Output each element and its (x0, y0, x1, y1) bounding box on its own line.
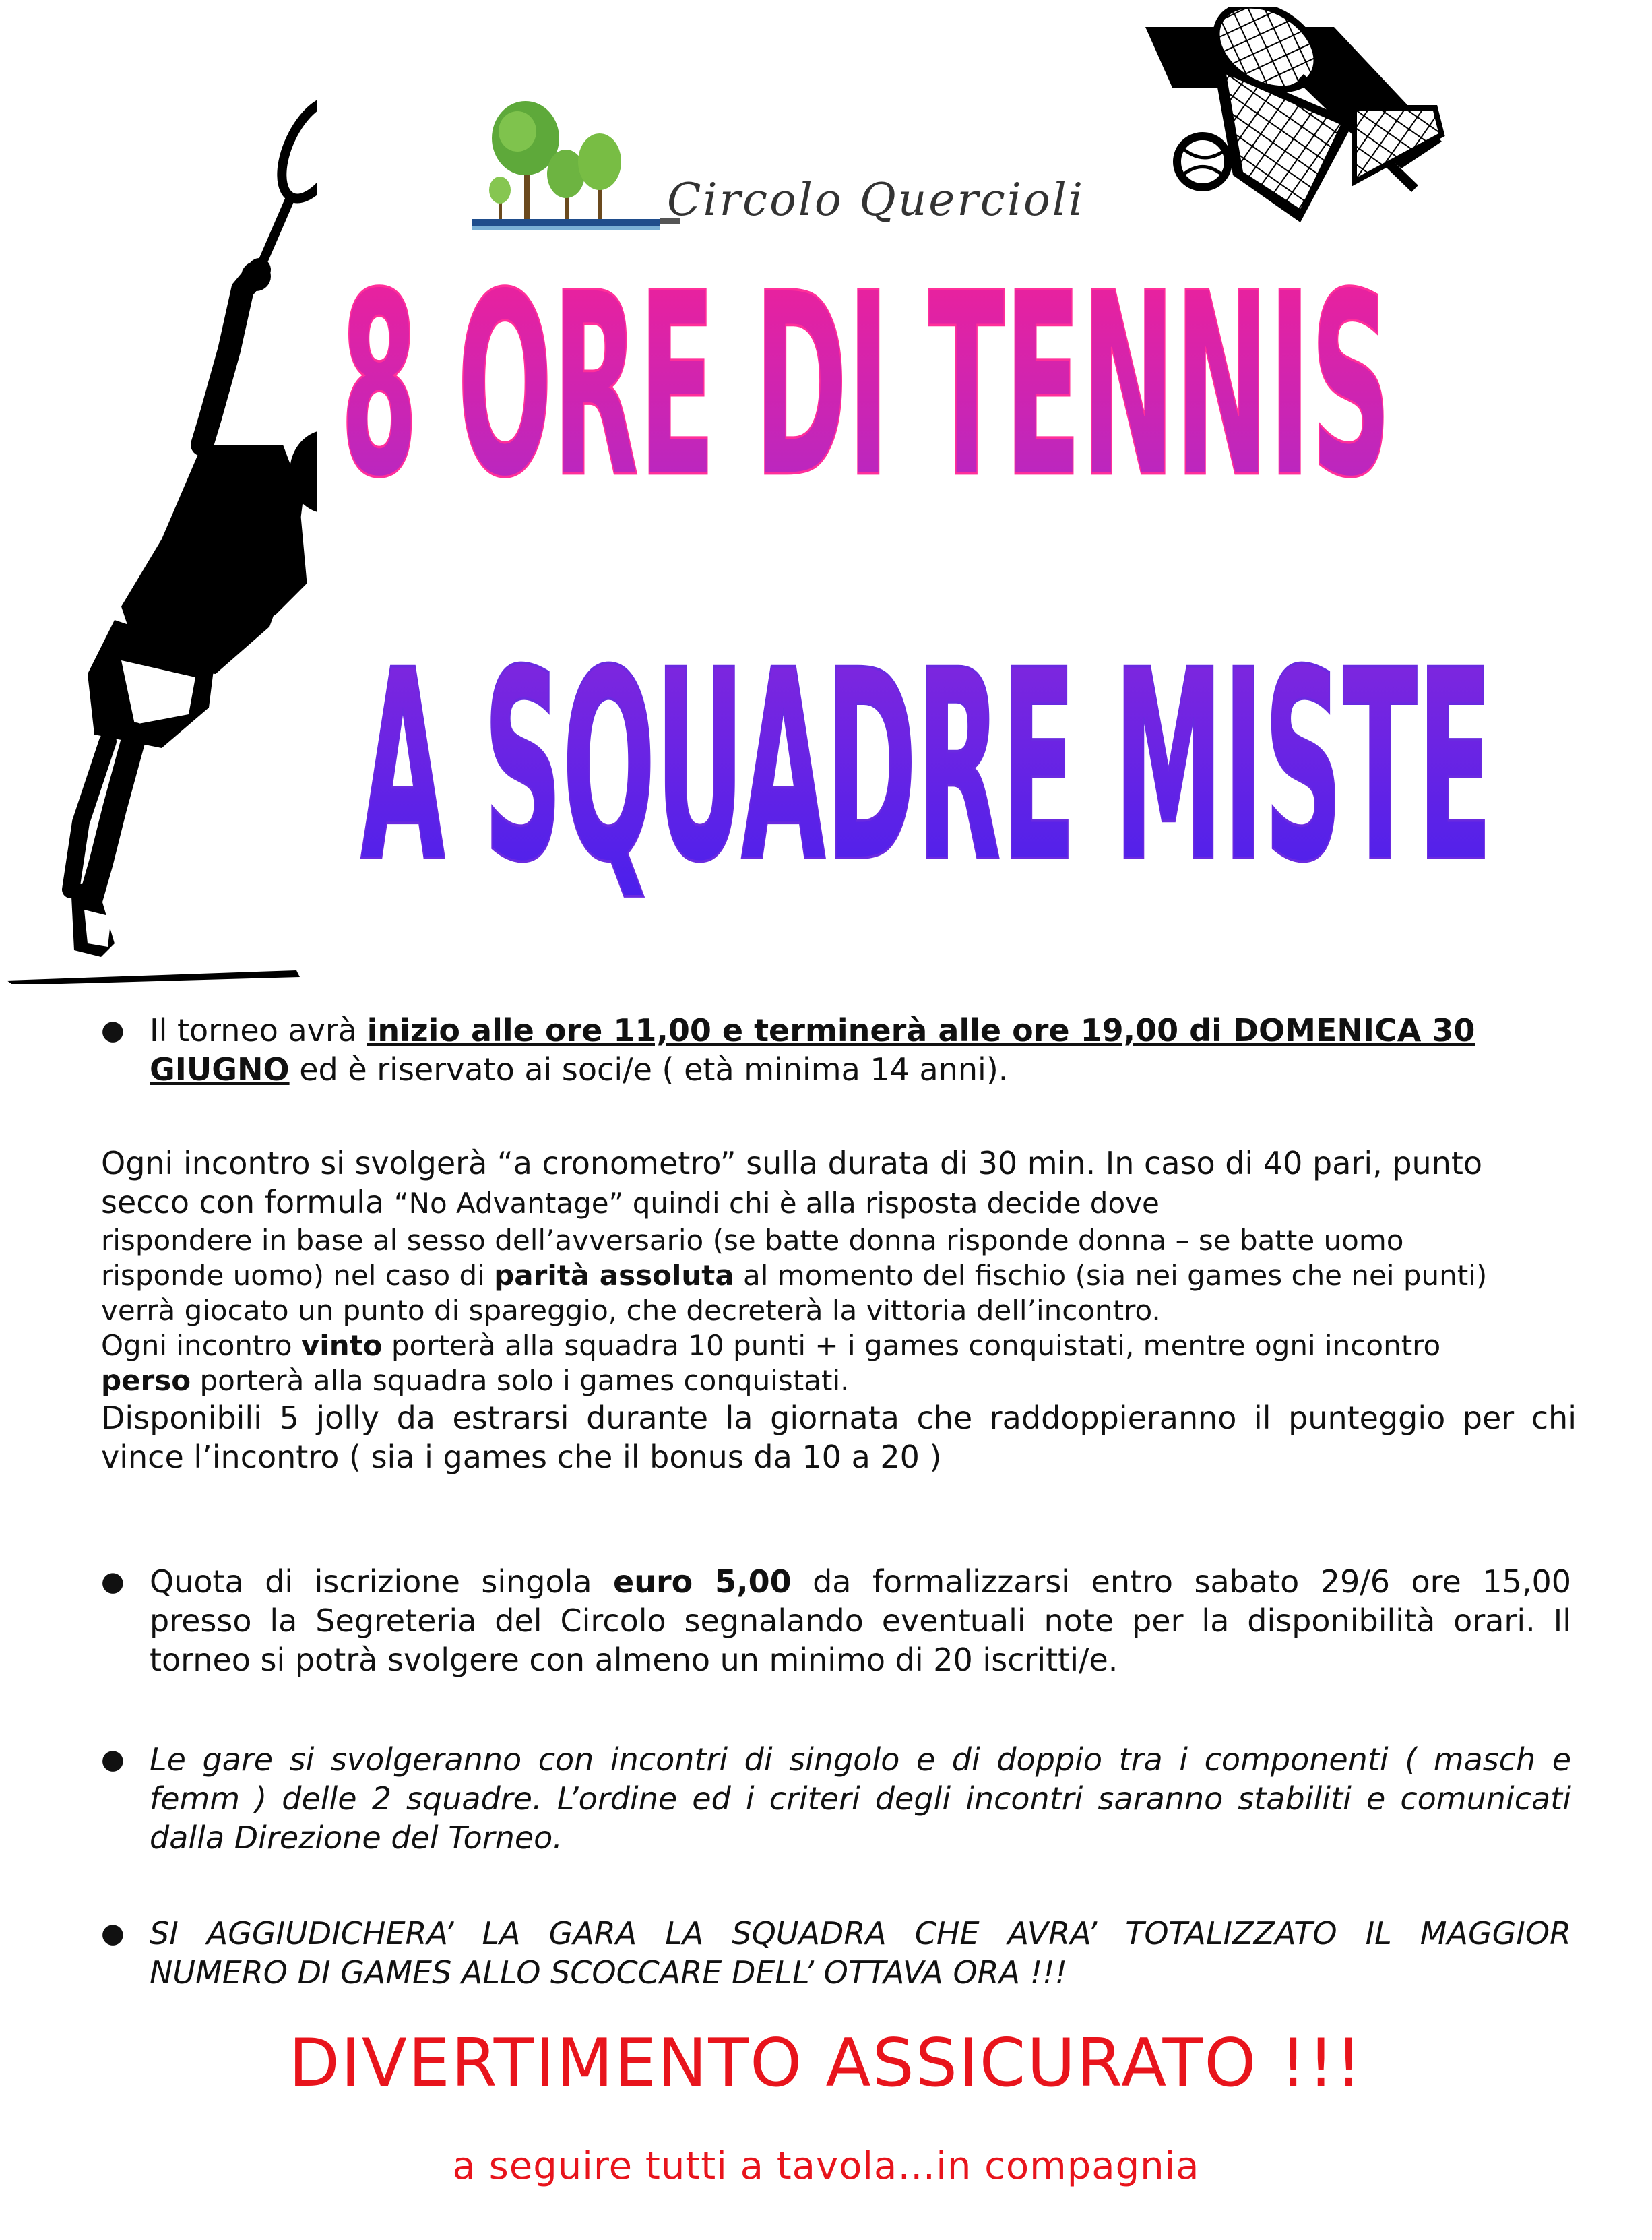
p1-post: ed è riservato ai soci/e ( età minima 14 anni). (289, 1051, 1009, 1088)
p1-underlined-2: GIUGNO (150, 1051, 290, 1088)
bullet-3: ● (101, 1566, 125, 1597)
title-line-2: A SQUADRE MISTE (360, 615, 1492, 921)
p2-line-6a: Ogni incontro (101, 1329, 301, 1362)
p2-line-6c: porterà alla squadra 10 punti + i games conquistati, mentre ogni incontro (382, 1329, 1441, 1362)
paragraph-5 (150, 1914, 1571, 1992)
p3-a: Quota di iscrizione singola (150, 1563, 614, 1600)
logo-text: Circolo Quercioli (667, 174, 1085, 226)
p3-line-2: presso la Segreteria del Circolo segnalando eventuali note per la disponibilità orari. Il (150, 1603, 1571, 1639)
p1-underlined: inizio alle ore 11,00 e terminerà alle ore 19,00 di DOMENICA 30 (367, 1012, 1475, 1049)
closing-subline: a seguire tutti a tavola…in compagnia (452, 2144, 1200, 2188)
p2-line-9: vince l’incontro ( sia i games che il bonus da 10 a 20 ) (101, 1439, 942, 1475)
p2-line-4a: risponde uomo) nel caso di (101, 1259, 495, 1292)
p2-line-5: verrà giocato un punto di spareggio, che decreterà la vittoria dell’incontro. (101, 1294, 1161, 1327)
p2-line-2b: “No Advantage” quindi chi è alla risposta decide dove (393, 1187, 1159, 1220)
bullet-5: ● (101, 1918, 125, 1949)
p2-line-2a: secco con formula (101, 1184, 394, 1220)
p2-line-7b: porterà alla squadra solo i games conquistati. (191, 1364, 850, 1397)
p4-line-3: dalla Direzione del Torneo. (150, 1819, 563, 1856)
paragraph-3 (150, 1562, 1571, 1679)
p3-line-3: torneo si potrà svolgere con almeno un minimo di 20 iscritti/e. (150, 1642, 1118, 1678)
bullet-4: ● (101, 1744, 125, 1775)
p2-line-4b: parità assoluta (494, 1259, 734, 1292)
p2-line-8: Disponibili 5 jolly da estrarsi durante la giornata che raddoppieranno il punteggio per chi (101, 1400, 1577, 1436)
p5-line-1: SI AGGIUDICHERA’ LA GARA LA SQUADRA CHE AVRA’ TOTALIZZATO IL MAGGIOR (150, 1915, 1571, 1952)
closing-headline: DIVERTIMENTO ASSICURATO !!! (288, 2025, 1364, 2102)
title-graphic (0, 0, 1652, 943)
p5-line-2: NUMERO DI GAMES ALLO SCOCCARE DELL’ OTTAVA ORA !!! (150, 1954, 1068, 1991)
p2-line-3: rispondere in base al sesso dell’avversario (se batte donna risponde donna – se batte uomo (101, 1224, 1404, 1257)
paragraph-4 (150, 1740, 1571, 1857)
p2-line-1: Ogni incontro si svolgerà “a cronometro” sulla durata di 30 min. In caso di 40 pari, punto (101, 1145, 1483, 1181)
p1-pre: Il torneo avrà (150, 1012, 367, 1049)
bullet-1: ● (101, 1015, 125, 1046)
p2-line-7a: perso (101, 1364, 191, 1397)
p4-line-1: Le gare si svolgeranno con incontri di singolo e di doppio tra i componenti ( masch e (150, 1741, 1571, 1778)
p2-line-6b: vinto (300, 1329, 383, 1362)
paragraph-2 (101, 1144, 1577, 1476)
paragraph-1 (150, 1011, 1571, 1089)
p4-line-2: femm ) delle 2 squadre. L’ordine ed i criteri degli incontri saranno stabiliti e comunicati (150, 1780, 1571, 1817)
p2-line-4c: al momento del fischio (sia nei games che nei punti) (734, 1259, 1488, 1292)
title-line-1: 8 ORE DI TENNIS (340, 239, 1391, 534)
p3-c: da formalizzarsi entro sabato 29/6 ore 15,00 (791, 1563, 1571, 1600)
p3-b: euro 5,00 (613, 1563, 792, 1600)
